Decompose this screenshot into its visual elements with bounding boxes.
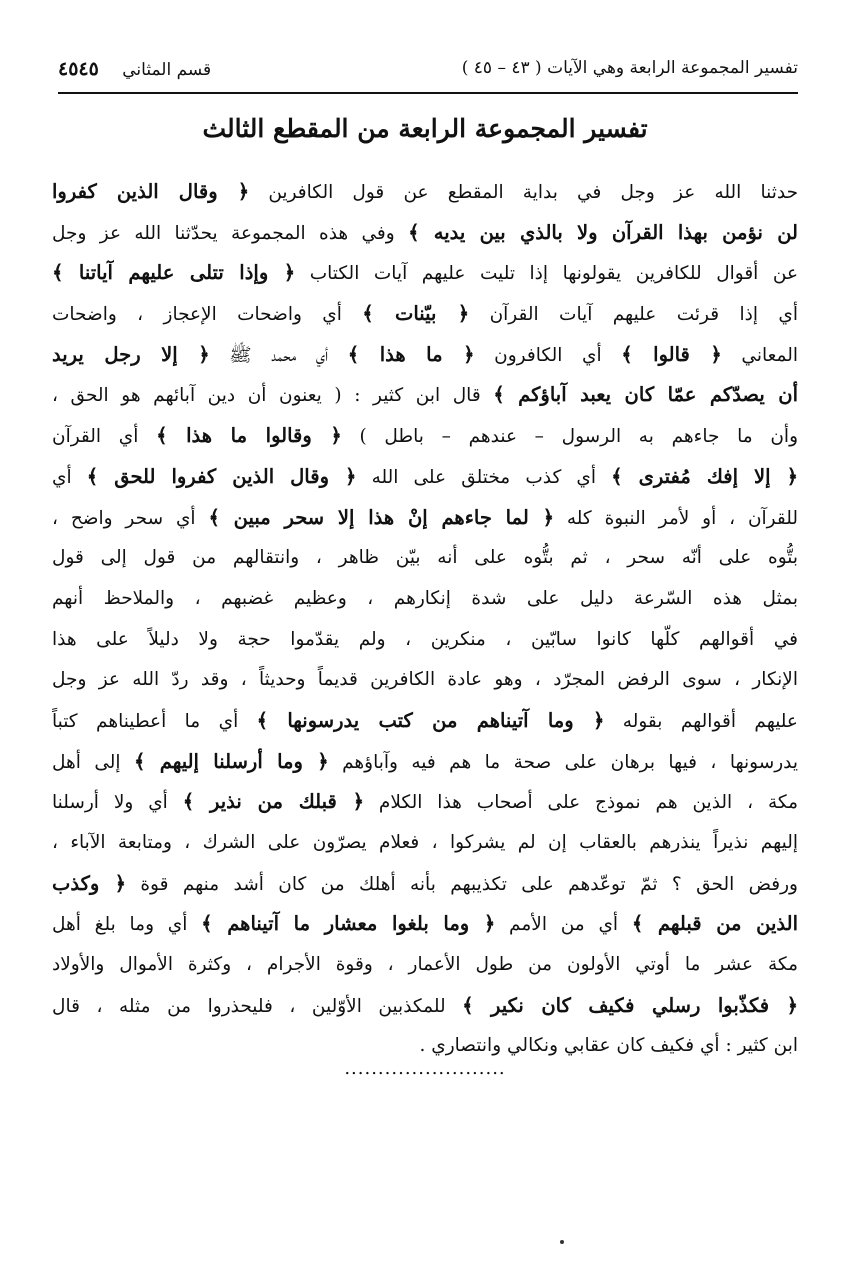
quran-quote: ﴿ وما آتيناهم من كتب يدرسونها ﴾ xyxy=(256,708,605,732)
separator-dots: ........................ xyxy=(344,1058,506,1079)
text-line xyxy=(52,782,798,823)
text-line xyxy=(52,742,798,783)
commentary-text: ابن كثير : أي فكيف كان عقابي ونكالي وانتصاري . xyxy=(419,1035,798,1057)
text-line xyxy=(52,579,798,620)
quran-quote: ﴿ لما جاءهم إنْ هذا إلا سحر مبين ﴾ xyxy=(208,505,555,529)
text-line xyxy=(52,945,798,986)
commentary-text: للمكذبين الأوّلين ، فليحذروا من مثله ، قال xyxy=(52,995,463,1017)
quran-quote: ﴿ ما هذا ﴾ xyxy=(347,342,475,366)
commentary-text: حدثنا الله عز وجل في بداية المقطع عن قول الكافرين xyxy=(249,182,798,203)
quran-quote: لن نؤمن بهذا القرآن ولا بالذي بين يديه ﴾ xyxy=(408,220,798,244)
quran-quote: ﴿ بيّنات ﴾ xyxy=(362,302,470,326)
quran-quote: ﴿ إلا إفك مُفترى ﴾ xyxy=(611,464,798,488)
quran-quote: ﴿ فكذّبوا رسلي فكيف كان نكير ﴾ xyxy=(462,993,798,1017)
quran-quote: ﴿ وما بلغوا معشار ما آتيناهم ﴾ xyxy=(201,912,496,936)
text-line xyxy=(52,538,798,579)
text-line xyxy=(52,986,798,1027)
commentary-text: أي سحر واضح ، xyxy=(52,507,209,529)
commentary-text: إليهم نذيراً ينذرهم بالعقاب إن لم يشركوا ، فعلام يصرّون على الشرك ، ومتابعة الآباء ، xyxy=(52,832,798,853)
header-left xyxy=(58,58,211,80)
quran-quote: أن يصدّكم عمّا كان يعبد آباؤكم ﴾ xyxy=(493,383,798,407)
commentary-text: ورفض الحق ؟ ثمّ توعّدهم على تكذيبهم بأنه أهلك من كان أشد منهم قوة xyxy=(126,873,798,895)
text-line xyxy=(52,416,798,457)
quran-quote: ﴿ وكذب xyxy=(52,871,126,895)
quran-quote: ﴿ وما أرسلنا إليهم ﴾ xyxy=(133,749,329,773)
commentary-text: أي إذا قرئت عليهم آيات القرآن xyxy=(469,304,798,326)
section-title: تفسير المجموعة الرابعة من المقطع الثالث xyxy=(202,114,648,143)
commentary-text: إلى أهل xyxy=(52,751,134,773)
commentary-text: للقرآن ، أو لأمر النبوة كله xyxy=(554,507,798,529)
commentary-text: أي الكافرون xyxy=(474,344,622,366)
commentary-text: قال ابن كثير : ( يعنون أن دين آبائهم هو الحق ، xyxy=(52,385,494,407)
text-line xyxy=(52,864,798,905)
quran-quote: ﴿ وقال الذين كفروا xyxy=(52,180,250,203)
commentary-text: المعاني xyxy=(721,344,798,366)
quran-quote: ﴿ وإذا تتلى عليهم آياتنا ﴾ xyxy=(52,261,296,285)
text-line xyxy=(52,335,798,376)
text-line xyxy=(52,701,798,742)
text-line xyxy=(52,253,798,294)
commentary-text: مكة ، الذين هم نموذج على أصحاب هذا الكلام xyxy=(364,792,798,814)
commentary-text: أي واضحات الإعجاز ، واضحات xyxy=(52,304,363,326)
text-line xyxy=(52,498,798,539)
commentary-text: أي محمد ﷺ xyxy=(209,344,348,366)
text-line xyxy=(52,660,798,701)
text-line xyxy=(52,213,798,254)
commentary-text: وفي هذه المجموعة يحدّثنا الله عز وجل xyxy=(52,222,409,244)
commentary-text: في أقوالهم كلّها كانوا سابّين ، منكرين ، ولم يقدّموا حجة ولا دليلاً على هذا xyxy=(52,628,798,650)
commentary-text: أي القرآن xyxy=(52,426,157,448)
quran-quote: ﴿ قبلك من نذير ﴾ xyxy=(182,790,365,814)
commentary-text: أي ما أعطيناهم كتباً xyxy=(52,710,257,732)
commentary-text: أي من الأمم xyxy=(495,914,632,936)
running-header xyxy=(58,52,798,94)
quran-quote: ﴿ إلا رجل يريد xyxy=(52,342,210,366)
quran-quote: الذين من قبلهم ﴾ xyxy=(631,912,798,936)
commentary-text: بمثل هذه السّرعة دليل على شدة إنكارهم ، وعظيم غضبهم ، والملاحظ أنهم xyxy=(52,587,798,609)
commentary-text: بتُّوه على أنّه سحر ، ثم بتُّوه على أنه بيّن ظاهر ، وانتقالهم من قول إلى قول xyxy=(52,547,798,569)
commentary-text: أي xyxy=(52,466,87,488)
quran-quote: ﴿ وقال الذين كفروا للحق ﴾ xyxy=(86,464,357,488)
running-title: تفسير المجموعة الرابعة وهي الآيات ( ٤٣ – ٤٥ ) xyxy=(461,58,798,78)
text-line xyxy=(52,375,798,416)
page-mark-dot xyxy=(560,1240,564,1244)
text-line xyxy=(52,172,798,213)
section-name: قسم المثاني xyxy=(122,60,212,80)
text-line xyxy=(52,823,798,864)
commentary-text: مكة عشر ما أوتي الأولون من طول الأعمار ، وقوة الأجرام ، وكثرة الأموال والأولاد xyxy=(52,954,798,976)
quran-quote: ﴿ قالوا ﴾ xyxy=(621,342,722,366)
commentary-text: عليهم أقوالهم بقوله xyxy=(604,710,798,732)
text-line xyxy=(52,620,798,661)
page-number: ٤٥٤٥ xyxy=(58,58,99,80)
commentary-text: عن أقوال للكافرين يقولونها إذا تليت عليهم آيات الكتاب xyxy=(295,263,798,285)
text-line xyxy=(52,294,798,335)
commentary-text: أي كذب مختلق على الله xyxy=(356,466,612,488)
commentary-text: الإنكار ، سوى الرفض المجرّد ، وهو عادة الكافرين قديماً وحديثاً ، وقد ردّ الله عز وجل xyxy=(52,669,798,691)
text-line xyxy=(52,457,798,498)
commentary-text: أي وما بلغ أهل xyxy=(52,914,202,936)
body-text xyxy=(52,172,798,1067)
commentary-text: أي ولا أرسلنا xyxy=(52,792,183,814)
quran-quote: ﴿ وقالوا ما هذا ﴾ xyxy=(156,424,342,448)
commentary-text: يدرسونها ، فيها برهان على صحة ما هم فيه وآباؤهم xyxy=(328,751,798,773)
text-line xyxy=(52,904,798,945)
commentary-text: وأن ما جاءهم به الرسول – عندهم – باطل ) xyxy=(341,426,798,448)
